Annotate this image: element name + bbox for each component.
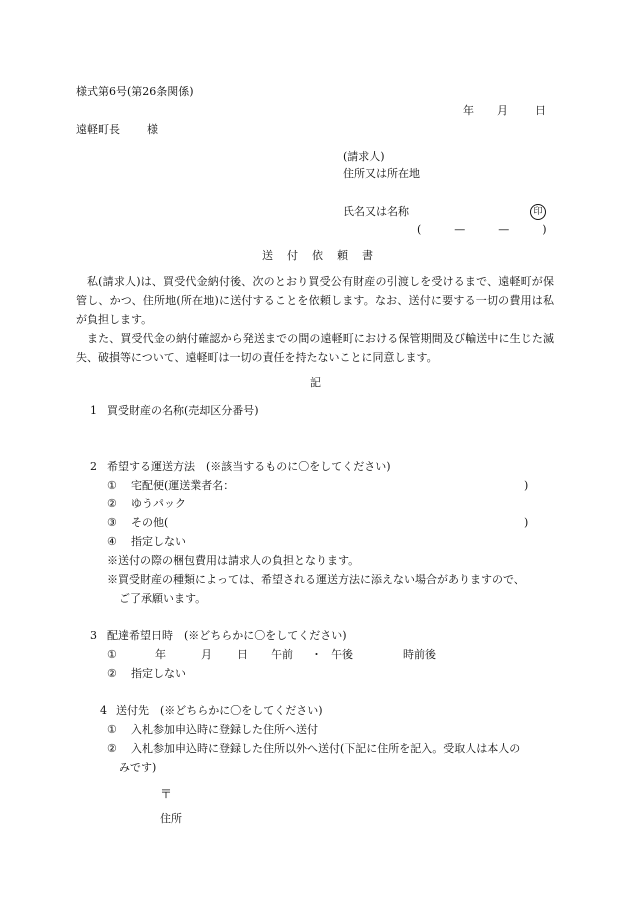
section2-option-3-close: ) (524, 516, 529, 529)
section3-pm-label: 午後 (331, 648, 353, 661)
section4-option-2-text: 入札参加申込時に登録した住所以外へ送付(下記に住所を記入。受取人は本人の (131, 742, 521, 755)
section1-number: 1 (90, 404, 97, 417)
section2-number: 2 (90, 460, 97, 473)
section4-option-2-number: ② (107, 742, 117, 755)
section2-note-2-cont: ご了承願います。 (119, 592, 207, 605)
section3-separator: ・ (311, 648, 322, 661)
section4-option-1-text: 入札参加申込時に登録した住所へ送付 (131, 723, 318, 736)
requester-address-label: 住所又は所在地 (343, 167, 420, 180)
postal-mark: 〒 (160, 787, 173, 801)
section3-am-label: 午前 (271, 648, 293, 661)
date-month-label: 月 (497, 104, 508, 117)
document-title: 送付依頼書 (262, 249, 387, 262)
section4-option-2-cont: みです) (119, 761, 157, 774)
addressee: 遠軽町長 (76, 123, 120, 136)
section3-option-2-number: ② (107, 667, 117, 680)
destination-address-label: 住所 (160, 812, 182, 825)
requester-label: (請求人) (343, 150, 385, 163)
section2-option-4-number: ④ (107, 535, 117, 548)
section2-note-1: ※送付の際の梱包費用は請求人の負担となります。 (107, 554, 360, 567)
section2-option-2-number: ② (107, 497, 117, 510)
section2-option-1-close: ) (524, 479, 529, 492)
section2-option-3-number: ③ (107, 516, 117, 529)
section4-label: 送付先 (※どちらかに〇をしてください) (116, 704, 323, 717)
section3-option-1-number: ① (107, 648, 117, 661)
section2-option-1-text: 宅配便(運送業者名： (131, 479, 235, 492)
section3-day-label: 日 (237, 648, 248, 661)
section3-label: 配達希望日時 (※どちらかに〇をしてください) (107, 629, 347, 642)
addressee-honorific: 様 (147, 123, 158, 136)
seal-icon: 印 (530, 204, 546, 220)
body-paragraph-2: また、買受代金の納付確認から発送までの間の遠軽町における保管期間及び輸送中に生じた滅失、破損等について、遠軽町は一切の責任を持たないことに同意します。 (76, 332, 554, 364)
section3-year-label: 年 (155, 648, 166, 661)
form-number: 様式第6号(第26条関係) (76, 85, 194, 98)
section3-option-2-text: 指定しない (131, 667, 186, 680)
section4-number: 4 (100, 704, 107, 717)
section2-label: 希望する運送方法 (※該当するものに〇をしてください) (107, 460, 391, 473)
section3-month-label: 月 (201, 648, 212, 661)
section3-time-label: 時前後 (403, 648, 436, 661)
date-year-label: 年 (463, 104, 474, 117)
section2-option-2-text: ゆうパック (131, 497, 186, 510)
body-paragraph-1: 私(請求人)は、買受代金納付後、次のとおり買受公有財産の引渡しを受けるまで、遠軽町が保管し、かつ、住所地(所在地)に送付することを依頼します。なお、送付に要する一切の費用は私が負担します。 (76, 275, 554, 326)
seal-mark (530, 204, 546, 220)
section2-option-1-number: ① (107, 479, 117, 492)
section2-option-4-text: 指定しない (131, 535, 186, 548)
ki-heading: 記 (310, 376, 321, 389)
section3-number: 3 (90, 629, 97, 642)
section2-option-3-text: その他( (131, 516, 169, 529)
date-day-label: 日 (535, 104, 546, 117)
requester-name-label: 氏名又は名称 (343, 205, 409, 218)
section2-note-2: ※買受財産の種類によっては、希望される運送方法に添えない場合がありますので、 (107, 573, 525, 586)
section4-option-1-number: ① (107, 723, 117, 736)
requester-phone: ( — — ) (417, 223, 547, 236)
section1-label: 買受財産の名称(売却区分番号) (107, 404, 259, 417)
